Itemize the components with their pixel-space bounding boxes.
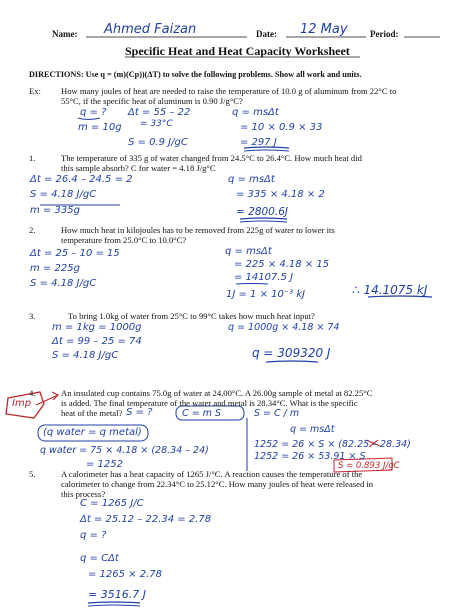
problem-4-work-formula: q = msΔt <box>290 424 335 435</box>
problem-4-number: 4. <box>29 388 36 398</box>
problem-4-work-substitution: 1252 = 26 × S × (82.25 – 28.34) <box>254 439 411 450</box>
example-label: Ex: <box>29 86 41 96</box>
problem-3-work-dt: Δt = 99 – 25 = 74 <box>52 336 142 347</box>
problem-5-line-3: this process? <box>61 489 106 499</box>
problem-4-work-s-formula: S = C / m <box>254 408 300 419</box>
problem-2-number: 2. <box>29 225 36 235</box>
problem-5-line-1: A calorimeter has a heat capacity of 1265 J/°C. A reaction causes the temperature of the <box>61 469 363 479</box>
date-label: Date: <box>256 29 277 39</box>
problem-5-number: 5. <box>29 469 36 479</box>
problem-1-work-answer: = 2800.6J <box>236 206 288 218</box>
example-work-formula: q = msΔt <box>232 107 279 118</box>
problem-4-line-1: An insulated cup contains 75.0g of water at 24.00°C. A 26.00g sample of metal at 82.25°C <box>61 388 373 398</box>
directions: DIRECTIONS: Use q = (m)(Cp))(ΔT) to solve the following problems. Show all work and units. <box>29 70 362 79</box>
problem-1-line-2: this sample absorb? C for water = 4.18 J/g°C <box>61 163 216 173</box>
problem-2-work-substitution: = 225 × 4.18 × 15 <box>234 259 330 270</box>
problem-4-work-s-unknown: S = ? <box>126 407 153 418</box>
problem-4-work-q-water: q water = 75 × 4.18 × (28.34 – 24) <box>40 445 209 456</box>
example-text-line-1: How many joules of heat are needed to raise the temperature of 10.0 g of aluminum from 22°C to <box>61 86 397 96</box>
student-name: Ahmed Faizan <box>104 22 197 37</box>
problem-1-work-s: S = 4.18 J/gC <box>30 189 97 200</box>
problem-4-work-energy-balance: (q water = q metal) <box>43 427 142 438</box>
problem-1-number: 1. <box>29 153 36 163</box>
problem-2-line-1: How much heat in kilojoules has to be removed from 225g of water to lower its <box>61 225 335 235</box>
period-label: Period: <box>370 29 399 39</box>
problem-3-work-m: m = 1kg = 1000g <box>52 322 142 333</box>
problem-4-answer: S = 0.893 J/gC <box>338 461 400 471</box>
problem-4-important-badge: Imp <box>12 398 32 409</box>
problem-1-work-formula: q = msΔt <box>228 174 275 185</box>
example-work-dt-result: = 33°C <box>140 119 173 129</box>
date-value: 12 May <box>300 22 348 37</box>
problem-3-work-substitution: q = 1000g × 4.18 × 74 <box>228 322 340 333</box>
example-work-m: m = 10g <box>78 122 122 133</box>
problem-5-work-formula: q = CΔt <box>80 553 119 564</box>
problem-4-line-2: is added. The final temperature of the water and metal is 28.34°C. What is the specific <box>61 398 358 408</box>
problem-2-work-joules: = 14107.5 J <box>234 272 294 283</box>
problem-1-line-1: The temperature of 335 g of water changed from 24.5°C to 26.4°C. How much heat did <box>61 153 362 163</box>
problem-1-work-dt: Δt = 26.4 – 24.5 = 2 <box>30 174 133 185</box>
problem-5-answer: = 3516.7 J <box>88 588 146 601</box>
problem-3-line-1: To bring 1.0kg of water from 25°C to 99°C takes how much heat input? <box>68 311 315 321</box>
example-work-q: q = ? <box>80 107 107 118</box>
problem-5-work-dt: Δt = 25.12 – 22.34 = 2.78 <box>80 514 212 525</box>
example-work-dt: Δt = 55 – 22 <box>128 107 191 118</box>
problem-4-work-q-water-result: = 1252 <box>86 459 124 470</box>
worksheet-title: Specific Heat and Heat Capacity Worksheet <box>125 44 350 58</box>
problem-3-work-s: S = 4.18 J/gC <box>52 350 119 361</box>
problem-2-answer: ∴ 14.1075 kJ <box>352 283 428 297</box>
problem-2-work-s: S = 4.18 J/gC <box>30 278 97 289</box>
problem-5-work-q-unknown: q = ? <box>80 530 107 541</box>
problem-2-line-2: temperature from 25.0°C to 10.0°C? <box>61 235 187 245</box>
example-work-s: S = 0.9 J/gC <box>128 137 188 148</box>
problem-1-work-substitution: = 335 × 4.18 × 2 <box>236 189 325 200</box>
problem-5-work-substitution: = 1265 × 2.78 <box>88 569 163 580</box>
problem-4-work-simplified: 1252 = 26 × 53.91 × S <box>254 451 366 462</box>
problem-4-work-heat-capacity: C = m S <box>182 408 221 419</box>
problem-2-work-dt: Δt = 25 – 10 = 15 <box>30 248 120 259</box>
problem-3-number: 3. <box>29 311 36 321</box>
problem-2-work-formula: q = msΔt <box>225 246 272 257</box>
problem-3-answer: q = 309320 J <box>252 346 331 360</box>
problem-2-work-m: m = 225g <box>30 263 80 274</box>
name-label: Name: <box>52 29 78 39</box>
problem-5-line-2: calorimeter to change from 22.34°C to 25.12°C. How many joules of heat were released in <box>61 479 374 489</box>
example-text-line-2: 55°C, if the specific heat of aluminum is 0.90 J/g°C? <box>61 96 243 106</box>
problem-1-work-m: m = 335g <box>30 205 80 216</box>
problem-4-line-3: heat of the metal? <box>61 408 123 418</box>
example-work-substitution: = 10 × 0.9 × 33 <box>240 122 323 133</box>
problem-5-work-c: C = 1265 J/C <box>80 498 144 509</box>
example-work-answer: = 297 J <box>240 137 277 148</box>
problem-2-work-conversion: 1J = 1 × 10⁻³ kJ <box>226 289 306 300</box>
